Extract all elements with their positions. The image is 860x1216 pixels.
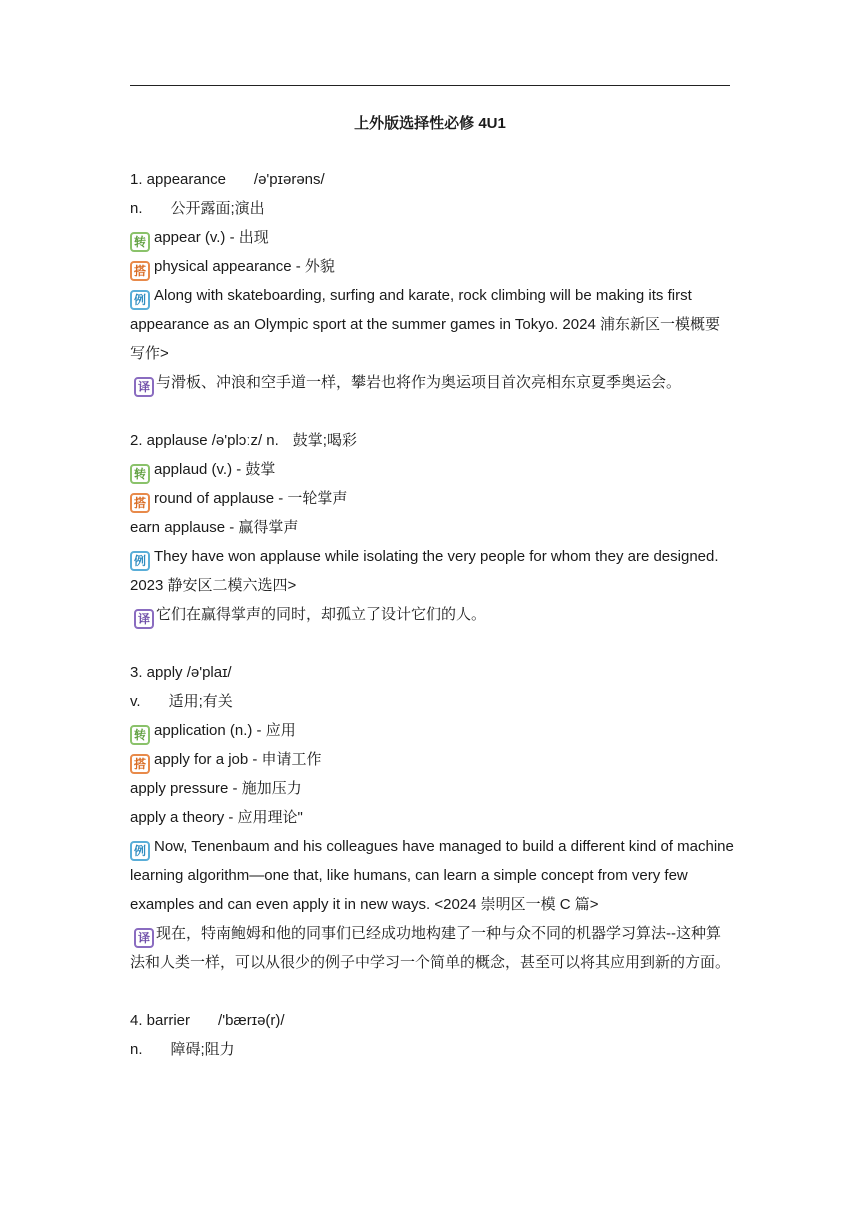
top-rule	[130, 85, 730, 86]
entry-head: 4. barrier /'bærɪə(r)/	[130, 1012, 285, 1029]
entry-meaning: n. 障碍;阻力	[130, 1041, 235, 1058]
example-badge-icon: 例	[130, 290, 150, 310]
derivation-badge-icon: 转	[130, 232, 150, 252]
entry-head: 2. applause /ə'plɔːz/ n. 鼓掌;喝彩	[130, 432, 357, 449]
phonetic: /ə'pɪərəns/	[253, 171, 325, 188]
part-of-speech: v.	[130, 693, 141, 710]
derivation-badge-icon: 转	[130, 725, 150, 745]
derivation-badge-icon: 转	[130, 464, 150, 484]
translation-badge-icon: 译	[134, 377, 154, 397]
translation-badge-icon: 译	[134, 609, 154, 629]
translation: 译 它们在赢得掌声的同时，却孤立了设计它们的人。	[130, 600, 734, 629]
derivation-line: 转 application (n.) - 应用	[130, 716, 734, 745]
collocation-badge-icon: 搭	[130, 493, 150, 513]
derivation-line: 转 appear (v.) - 出现	[130, 223, 734, 252]
collocation-line: apply pressure - 施加压力	[130, 780, 302, 797]
derivation-line: 转 applaud (v.) - 鼓掌	[130, 455, 734, 484]
collocation-badge-icon: 搭	[130, 754, 150, 774]
example-badge-icon: 例	[130, 551, 150, 571]
part-of-speech: n.	[130, 1041, 143, 1058]
entry-head: 1. appearance /ə'pɪərəns/	[130, 171, 325, 188]
vocab-list	[130, 165, 734, 1064]
entry-meaning: v. 适用;有关	[130, 693, 233, 710]
translation-badge-icon: 译	[134, 928, 154, 948]
page-title: 上外版选择性必修 4U1	[354, 115, 506, 132]
part-of-speech: n.	[130, 200, 143, 217]
example-sentence: 例 They have won applause while isolating the very people for whom they are designed. 2023 静安区二模六选四>	[130, 548, 719, 594]
collocation-badge-icon: 搭	[130, 261, 150, 281]
collocation-line: 搭 round of applause - 一轮掌声	[130, 484, 734, 513]
collocation-line: apply a theory - 应用理论"	[130, 809, 303, 826]
translation: 译 与滑板、冲浪和空手道一样，攀岩也将作为奥运项目首次亮相东京夏季奥运会。	[130, 368, 734, 397]
example-badge-icon: 例	[130, 841, 150, 861]
collocation-line: 搭 physical appearance - 外貌	[130, 252, 734, 281]
entry-head: 3. apply /ə'plaɪ/	[130, 664, 232, 681]
entry-meaning: n. 公开露面;演出	[130, 200, 265, 217]
collocation-line: 搭 apply for a job - 申请工作	[130, 745, 734, 774]
translation: 译 现在，特南鲍姆和他的同事们已经成功地构建了一种与众不同的机器学习算法--这种算法和人类一样，可以从很少的例子中学习一个简单的概念，甚至可以将其应用到新的方面。	[130, 925, 731, 971]
collocation-line: earn applause - 赢得掌声	[130, 519, 299, 536]
example-sentence: 例 Along with skateboarding, surfing and karate, rock climbing will be making its first appearance as an Olympic sport at the summer games in Tokyo. 2024 浦东新区一模概要写作>	[130, 287, 720, 362]
phonetic: /'bærɪə(r)/	[218, 1012, 285, 1029]
example-sentence: 例 Now, Tenenbaum and his colleagues have managed to build a different kind of machine learning algorithm—one that, like humans, can learn a simple concept from very few examples and can even apply it in new ways. <2024 崇明区一模 C 篇>	[130, 838, 734, 913]
